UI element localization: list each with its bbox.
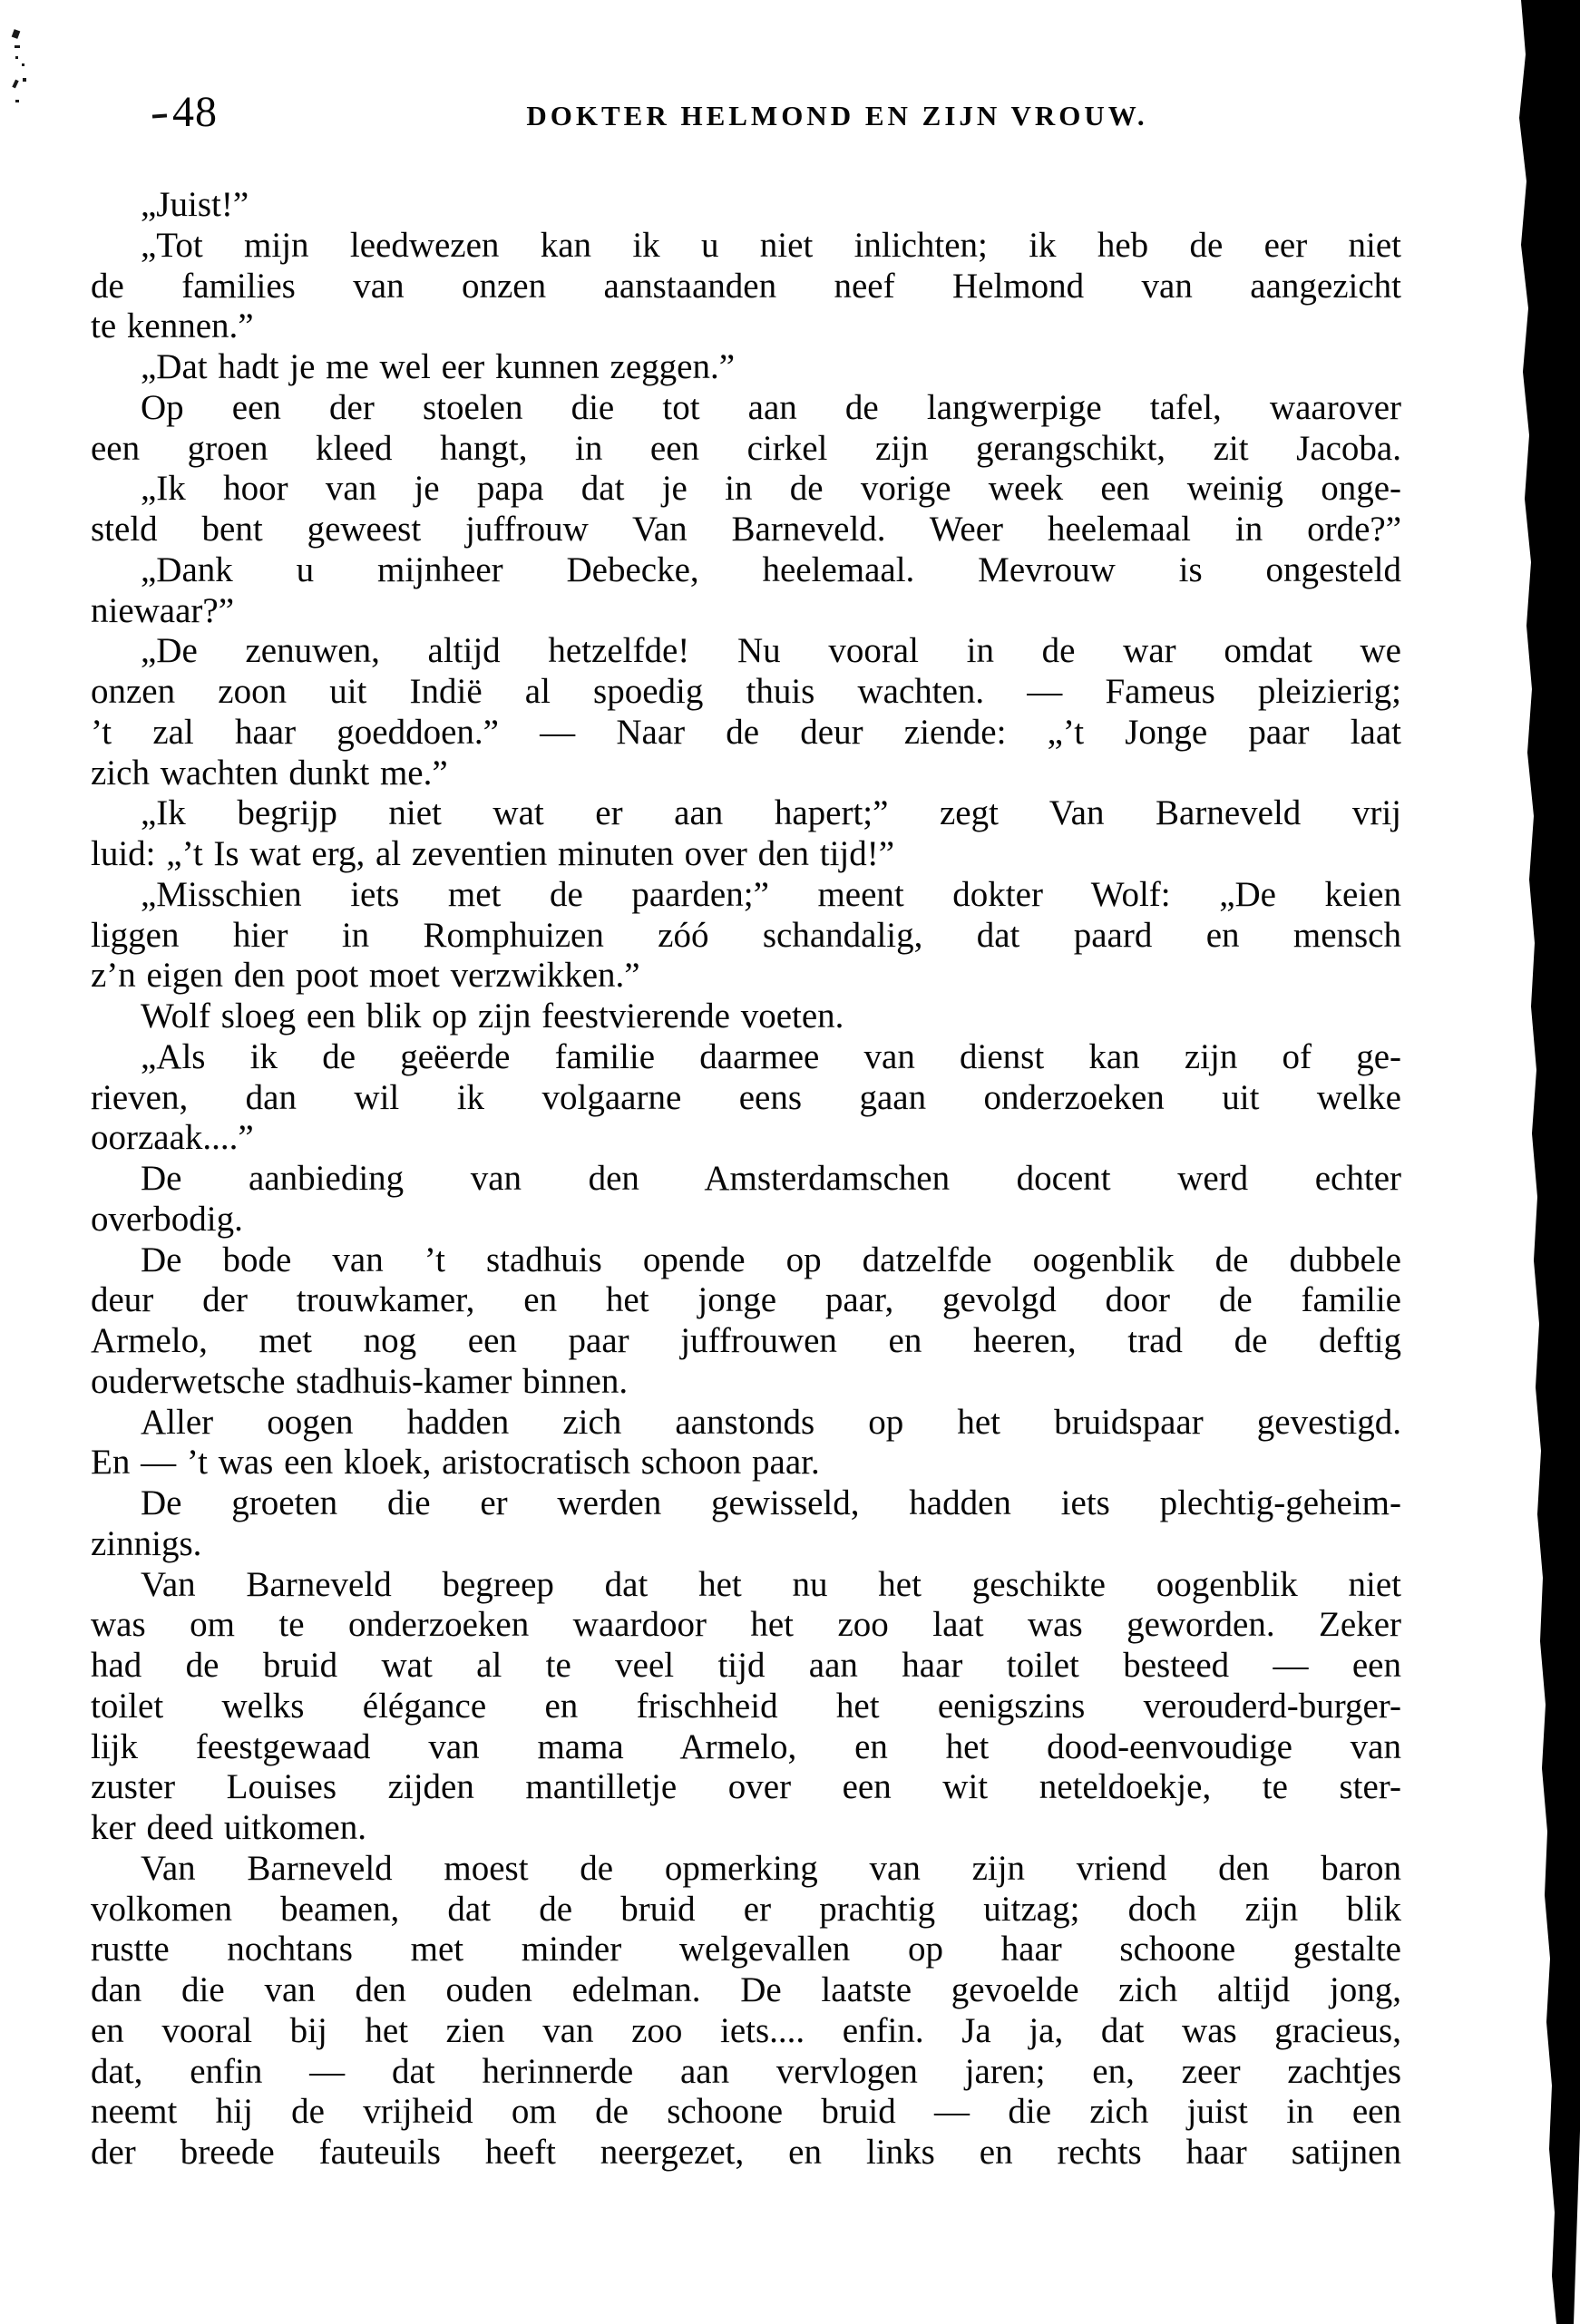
text-line: ker deed uitkomen. [91,1808,366,1847]
scan-noise-speck [15,45,20,48]
text-line: Op een der stoelen die tot aan de langwerpige tafel, waarover [141,387,1401,427]
text-line: En — ’t was een kloek, aristocratisch schoon paar. [91,1443,820,1483]
text-line: liggen hier in Romphuizen zóó schandalig, dat paard en mensch [91,915,1401,955]
text-line: der breede fauteuils heeft neergezet, en links en rechts haar satijnen [91,2133,1401,2172]
text-line: was om te onderzoeken waardoor het zoo laat was geworden. Zeker [91,1605,1401,1645]
text-line: oorzaak....” [91,1118,254,1158]
scan-noise-speck [23,78,26,82]
text-line: Armelo, met nog een paar juffrouwen en heeren, trad de deftig [91,1321,1401,1360]
text-line: zuster Louises zijden mantilletje over een wit neteldoekje, te ster- [91,1767,1401,1807]
text-line: Aller oogen hadden zich aanstonds op het bruidspaar gevestigd. [141,1402,1401,1442]
body-text [91,185,1401,2173]
text-line: zinnigs. [91,1523,202,1563]
text-line: „Dank u mijnheer Debecke, heelemaal. Mevrouw is ongesteld [141,549,1401,589]
text-line: niewaar?” [91,590,235,630]
text-line: had de bruid wat al te veel tijd aan haar toilet besteed — een [91,1646,1401,1685]
text-line: lijk feestgewaad van mama Armelo, en het dood-eenvoudige van [91,1726,1401,1766]
page-number: 48 [172,88,218,136]
scan-noise-speck [12,80,18,89]
text-line: rieven, dan wil ik volgaarne eens gaan onderzoeken uit welke [91,1077,1401,1117]
text-line: toilet welks élégance en frischheid het eenigszins verouderd-burger- [91,1686,1401,1726]
text-line: „Ik begrijp niet wat er aan hapert;” zegt Van Barneveld vrij [141,793,1401,833]
text-line: deur der trouwkamer, en het jonge paar, gevolgd door de familie [91,1280,1401,1320]
text-line: neemt hij de vrijheid om de schoone bruid — die zich juist in een [91,2092,1401,2132]
text-line: ’t zal haar goeddoen.” — Naar de deur ziende: „’t Jonge paar laat [91,712,1401,752]
text-line: steld bent geweest juffrouw Van Barneveld. Weer heelemaal in orde?” [91,510,1401,549]
scan-noise-speck [15,56,18,59]
text-line: „Tot mijn leedwezen kan ik u niet inlichten; ik heb de eer niet [141,225,1401,265]
running-header-title: DOKTER HELMOND EN ZIJN VROUW. [526,100,1148,131]
text-line: „Als ik de geëerde familie daarmee van dienst kan zijn of ge- [141,1036,1401,1076]
text-line: „De zenuwen, altijd hetzelfde! Nu vooral in de war omdat we [141,631,1401,671]
text-line: dat, enfin — dat herinnerde aan vervlogen jaren; en, zeer zachtjes [91,2051,1401,2091]
scan-noise-speck [12,29,21,39]
text-line: „Juist!” [141,185,249,224]
text-line: Van Barneveld begreep dat het nu het geschikte oogenblik niet [141,1564,1401,1604]
text-line: De aanbieding van den Amsterdamschen docent werd echter [141,1159,1401,1198]
text-line: te kennen.” [91,306,254,346]
text-line: „Ik hoor van je papa dat je in de vorige week een weinig onge- [141,469,1401,509]
text-line: een groen kleed hangt, in een cirkel zijn gerangschikt, zit Jacoba. [91,428,1401,468]
text-line: en vooral bij het zien van zoo iets.... enfin. Ja ja, dat was gracieus, [91,2010,1401,2050]
text-line: De bode van ’t stadhuis opende op datzelfde oogenblik de dubbele [141,1240,1401,1279]
text-line: Van Barneveld moest de opmerking van zijn vriend den baron [141,1848,1401,1888]
text-line: volkomen beamen, dat de bruid er prachtig uitzag; doch zijn blik [91,1889,1401,1929]
text-line: z’n eigen den poot moet verzwikken.” [91,956,640,996]
text-line: dan die van den ouden edelman. De laatste gevoelde zich altijd jong, [91,1970,1401,2009]
text-line: overbodig. [91,1199,243,1239]
text-line: onzen zoon uit Indië al spoedig thuis wachten. — Fameus pleizierig; [91,672,1401,711]
text-line: luid: „’t Is wat erg, al zeventien minuten over den tijd!” [91,834,895,873]
text-line: zich wachten dunkt me.” [91,753,448,792]
text-line: de families van onzen aanstaanden neef Helmond van aangezicht [91,266,1401,306]
scan-noise-speck [22,63,24,66]
text-line: „Misschien iets met de paarden;” meent dokter Wolf: „De keien [141,874,1401,914]
text-line: ouderwetsche stadhuis-kamer binnen. [91,1361,629,1401]
text-line: „Dat hadt je me wel eer kunnen zeggen.” [141,347,736,386]
text-line: Wolf sloeg een blik op zijn feestvierende voeten. [141,997,844,1036]
scan-noise-speck [15,100,19,102]
text-line: De groeten die er werden gewisseld, hadden iets plechtig-geheim- [141,1483,1401,1522]
text-line: rustte nochtans met minder welgevallen op haar schoone gestalte [91,1930,1401,1969]
